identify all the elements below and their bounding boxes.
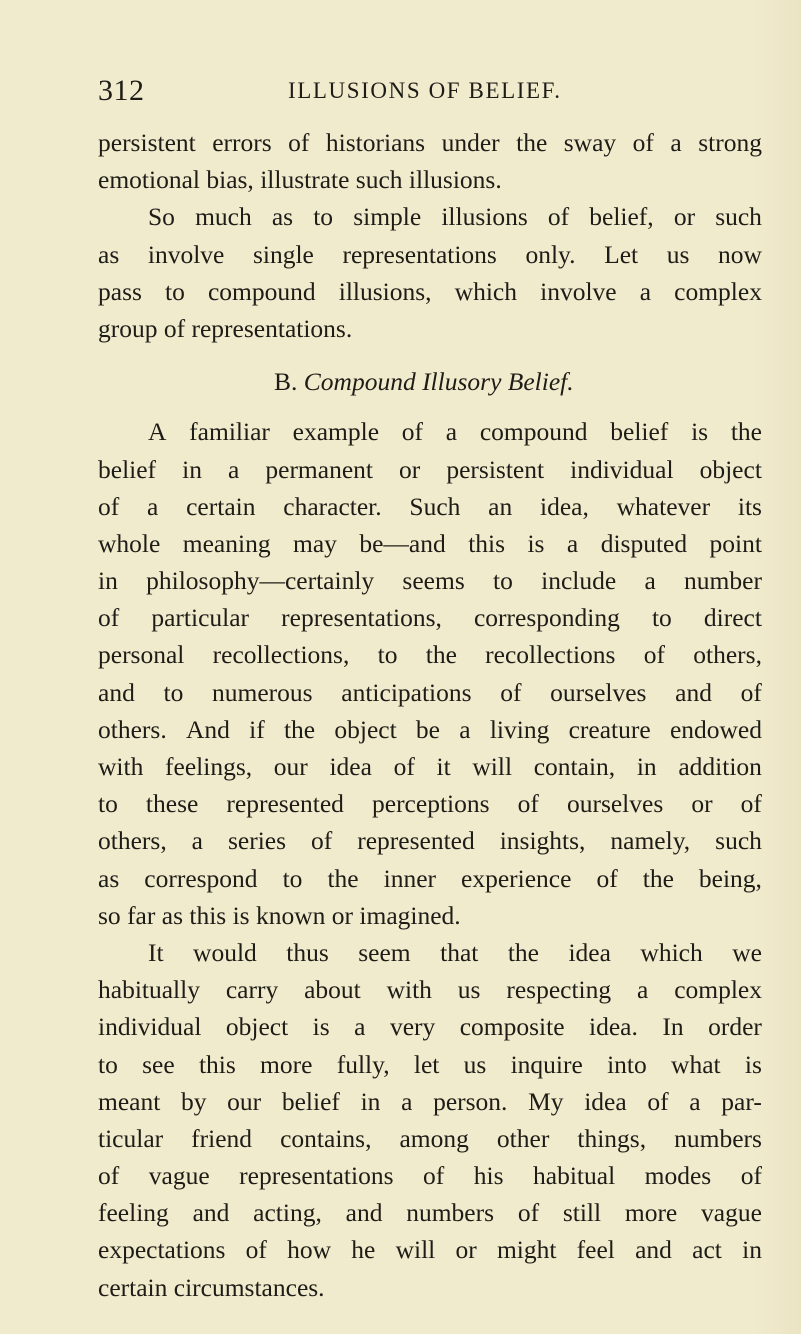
word: It [148, 937, 164, 967]
word: of [632, 128, 654, 157]
text-line [98, 451, 762, 488]
word: about [304, 975, 361, 1005]
word: a [228, 454, 240, 484]
text-line [98, 674, 762, 711]
word: in [182, 454, 202, 484]
word: errors [212, 128, 272, 157]
word: A [148, 417, 167, 447]
word: a [644, 566, 656, 596]
word: to [377, 640, 398, 670]
word: an [488, 491, 513, 521]
word: will [395, 1235, 436, 1265]
word: thus [286, 937, 329, 967]
word: in [742, 1235, 762, 1265]
word: a [670, 128, 682, 157]
page-header [98, 74, 738, 114]
word: that [440, 937, 479, 967]
word: it [436, 752, 451, 781]
word: include [541, 566, 617, 596]
word: of [423, 1161, 445, 1191]
word: recollections, [212, 640, 350, 670]
word: is [232, 900, 256, 930]
word: others, [693, 640, 762, 670]
word: philosophy—certainly [146, 566, 375, 596]
word: to [163, 677, 184, 707]
word: represented [357, 826, 475, 856]
word: as [98, 239, 120, 269]
word: ourselves [566, 789, 664, 819]
word: And [185, 714, 230, 744]
paragraph-4 [98, 934, 762, 1306]
word: endowed [669, 714, 762, 744]
word: Such [409, 491, 461, 521]
text-line [98, 562, 762, 599]
word: compound [479, 417, 588, 447]
word: the [516, 128, 548, 157]
word: carry [225, 975, 279, 1005]
word: correspond [144, 863, 258, 893]
word: by [180, 1086, 207, 1116]
word: idea [568, 937, 611, 967]
text-line [98, 748, 762, 785]
word: only. [525, 239, 576, 269]
text-line [98, 1269, 762, 1306]
word: example [292, 417, 380, 447]
word: illusions, [338, 276, 432, 306]
word: sway [563, 128, 617, 157]
word: belief [610, 417, 669, 447]
word: the [425, 640, 457, 670]
text-line [98, 124, 762, 161]
word: known [255, 900, 332, 930]
word: this [189, 900, 233, 930]
word: a [639, 276, 652, 306]
word: as [98, 863, 120, 893]
word: illusions. [408, 165, 502, 195]
word: inner [383, 863, 437, 893]
word: in [360, 1086, 381, 1116]
word: compound [207, 276, 316, 306]
word: a [354, 1012, 366, 1042]
word: perceptions [372, 789, 490, 819]
word: of [500, 677, 522, 707]
word: see [142, 1049, 175, 1079]
word: us [457, 975, 481, 1005]
word: the [327, 863, 359, 893]
text-line [98, 1194, 762, 1231]
word: others. [98, 714, 167, 744]
word: to [313, 202, 334, 232]
word: of [547, 202, 570, 232]
section-heading [98, 363, 762, 400]
word: being, [698, 863, 762, 893]
word: numerous [212, 677, 313, 707]
word: expectations [98, 1235, 226, 1265]
text-line [98, 525, 762, 562]
text-line [98, 785, 762, 822]
word: idea [584, 1086, 627, 1116]
paragraph-1 [98, 124, 762, 198]
word: object [225, 1012, 289, 1042]
word: of [163, 313, 192, 343]
word: object [334, 714, 397, 744]
word: disputed [600, 528, 688, 558]
word: idea. [589, 1012, 638, 1042]
word: to [651, 603, 672, 633]
word: character. [283, 491, 382, 521]
word: complex [674, 975, 762, 1005]
word: of [98, 603, 120, 633]
word: act [692, 1235, 722, 1265]
word: person. [433, 1086, 508, 1116]
word: modes [644, 1161, 712, 1191]
word: a [566, 528, 579, 558]
word: circumstances. [173, 1272, 325, 1302]
word: habitual [533, 1161, 616, 1191]
word: of [98, 1161, 120, 1191]
word: involve [147, 239, 225, 269]
section-label: B. [274, 367, 298, 397]
word: much [195, 202, 252, 232]
word: creature [568, 714, 651, 744]
word: pass [98, 276, 142, 306]
word: experience [461, 863, 572, 893]
word: or [691, 789, 713, 819]
word: illusions [441, 202, 528, 232]
word: In [662, 1012, 684, 1042]
word: whole [98, 528, 161, 558]
word: single [252, 239, 314, 269]
word: permanent [265, 454, 373, 484]
word: is [312, 1012, 330, 1042]
word: the [730, 417, 762, 447]
word: emotional [98, 165, 207, 195]
word: with [98, 752, 144, 781]
word: individual [98, 1012, 202, 1042]
word: persistent [446, 454, 545, 484]
word: par- [721, 1086, 762, 1116]
word: to [98, 1049, 118, 1079]
word: illustrate [260, 165, 356, 195]
word: and [98, 677, 135, 707]
word: of [288, 128, 310, 157]
word: a [147, 491, 159, 521]
text-line [98, 161, 762, 198]
text-line [98, 273, 762, 310]
word: habitually [98, 975, 200, 1005]
section-title: Compound Illusory Belief. [303, 367, 574, 397]
word: certain [98, 1272, 174, 1302]
text-line [98, 413, 762, 450]
word: feel [576, 1235, 615, 1265]
word: group [98, 313, 164, 343]
word: the [283, 714, 316, 744]
paragraph-2 [98, 198, 762, 347]
word: in [636, 752, 657, 781]
word: of [740, 789, 762, 819]
word: personal [98, 640, 185, 670]
word: how [287, 1235, 332, 1265]
word: corresponding [473, 603, 620, 633]
word: what [671, 1049, 721, 1079]
word: of [517, 789, 539, 819]
word: our [227, 1086, 262, 1116]
word: such [715, 826, 762, 856]
word: number [684, 566, 762, 596]
word: Let [604, 239, 639, 269]
word: and [345, 1198, 383, 1228]
word: more [260, 1049, 313, 1079]
text-line [98, 636, 762, 673]
word: complex [674, 276, 762, 306]
word: ticular [98, 1123, 164, 1153]
word: inquire [510, 1049, 583, 1079]
word: belief [98, 454, 157, 484]
word: others, [98, 826, 167, 856]
word: friend [191, 1123, 253, 1153]
word: of [245, 1235, 267, 1265]
word: historians [325, 128, 426, 157]
word: object [699, 454, 762, 484]
word: with [386, 975, 432, 1005]
word: or [331, 900, 360, 930]
word: insights, [499, 826, 586, 856]
text-line [98, 198, 762, 235]
word: of [311, 826, 333, 856]
word: now [718, 239, 762, 269]
word: particular [151, 603, 250, 633]
word: persistent [98, 128, 196, 157]
text-line [98, 897, 762, 934]
word: representations [239, 1161, 394, 1191]
text-line [98, 236, 762, 273]
word: is [744, 1049, 762, 1079]
word: such [355, 165, 409, 195]
word: and [635, 1235, 672, 1265]
word: representations, [281, 603, 442, 633]
word: into [607, 1049, 647, 1079]
word: numbers [674, 1123, 762, 1153]
word: feeling [98, 1198, 169, 1228]
word: so [98, 900, 128, 930]
word: as [161, 900, 190, 930]
text-line [98, 860, 762, 897]
word: numbers [406, 1198, 495, 1228]
word: addition [678, 752, 762, 781]
word: vague [148, 1161, 210, 1191]
word: representations. [191, 313, 353, 343]
word: strong [698, 128, 762, 157]
word: things, [577, 1123, 647, 1153]
word: composite [459, 1012, 565, 1042]
word: a [191, 826, 203, 856]
text-line [98, 1046, 762, 1083]
word: would [193, 937, 257, 967]
text-line [98, 488, 762, 525]
word: anticipations [341, 677, 472, 707]
word: of [393, 752, 415, 781]
word: its [737, 491, 762, 521]
word: individual [570, 454, 674, 484]
text-line [98, 934, 762, 971]
word: these [145, 789, 199, 819]
word: might [496, 1235, 557, 1265]
paragraph-3 [98, 413, 762, 934]
word: contains, [280, 1123, 372, 1153]
word: other [496, 1123, 550, 1153]
word: feelings, [165, 752, 253, 781]
word: us [463, 1049, 487, 1079]
word: meaning [182, 528, 271, 558]
word: us [666, 239, 690, 269]
body-text [98, 124, 762, 1306]
word: contain, [533, 752, 616, 781]
word: of [647, 1086, 669, 1116]
word: will [472, 752, 513, 781]
text-line [98, 711, 762, 748]
word: if [249, 714, 265, 744]
word: acting, [253, 1198, 322, 1228]
word: to [165, 276, 185, 306]
word: is [527, 528, 545, 558]
word: vague [701, 1198, 762, 1228]
word: very [389, 1012, 436, 1042]
word: bias, [206, 165, 261, 195]
word: point [709, 528, 762, 558]
word: in [98, 566, 118, 596]
word: or [673, 202, 696, 232]
running-title: ILLUSIONS OF BELIEF. [288, 78, 562, 103]
page-number: 312 [98, 74, 145, 107]
word: familiar [189, 417, 270, 447]
text-line [98, 971, 762, 1008]
text-line [98, 310, 762, 347]
word: order [708, 1012, 762, 1042]
word: and [675, 677, 712, 707]
word: such [715, 202, 762, 232]
word: and [192, 1198, 230, 1228]
word: a [445, 417, 458, 447]
word: namely, [610, 826, 691, 856]
word: a [459, 714, 471, 744]
word: idea, [540, 491, 589, 521]
word: idea [329, 752, 372, 781]
word: of [401, 417, 424, 447]
word: imagined. [359, 900, 461, 930]
word: whatever [616, 491, 711, 521]
text-line [98, 1083, 762, 1120]
word: still [562, 1198, 602, 1228]
word: of [517, 1198, 540, 1228]
word: to [493, 566, 513, 596]
word: meant [98, 1086, 161, 1116]
word: a [401, 1086, 413, 1116]
word: this [468, 528, 506, 558]
word: under [441, 128, 500, 157]
text-line [98, 1120, 762, 1157]
word: seems [402, 566, 465, 596]
word: which [640, 937, 703, 967]
word: or [399, 454, 421, 484]
word: represented [226, 789, 344, 819]
word: to [98, 789, 118, 819]
word: ourselves [550, 677, 647, 707]
word: far [127, 900, 162, 930]
word: we [732, 937, 762, 967]
word: among [399, 1123, 469, 1153]
word: direct [703, 603, 762, 633]
word: simple [353, 202, 422, 232]
word: be [415, 714, 440, 744]
word: So [148, 202, 175, 232]
word: his [473, 1161, 504, 1191]
text-line [98, 1157, 762, 1194]
word: or [455, 1235, 477, 1265]
word: certain [186, 491, 256, 521]
word: a [637, 975, 649, 1005]
word: is [691, 417, 709, 447]
word: the [642, 863, 674, 893]
word: our [273, 752, 308, 781]
word: which [454, 276, 517, 306]
text-line [98, 599, 762, 636]
word: of [740, 1161, 762, 1191]
word: living [489, 714, 550, 744]
word: recollections [485, 640, 616, 670]
word: of [98, 491, 120, 521]
word: as [271, 202, 294, 232]
text-line [98, 822, 762, 859]
word: representations [342, 239, 497, 269]
word: belief [281, 1086, 340, 1116]
word: be—and [359, 528, 446, 558]
word: he [351, 1235, 376, 1265]
word: fully, [336, 1049, 390, 1079]
text-line [98, 1231, 762, 1268]
word: My [528, 1086, 564, 1116]
word: involve [540, 276, 617, 306]
word: the [507, 937, 539, 967]
word: may [293, 528, 337, 558]
word: more [624, 1198, 678, 1228]
word: let [413, 1049, 440, 1079]
word: of [596, 863, 618, 893]
word: this [198, 1049, 236, 1079]
word: seem [358, 937, 411, 967]
word: respecting [506, 975, 612, 1005]
word: of [740, 677, 762, 707]
word: a [689, 1086, 701, 1116]
text-line [98, 1008, 762, 1045]
word: to [282, 863, 303, 893]
word: series [227, 826, 287, 856]
word: belief, [589, 202, 654, 232]
word: of [643, 640, 665, 670]
